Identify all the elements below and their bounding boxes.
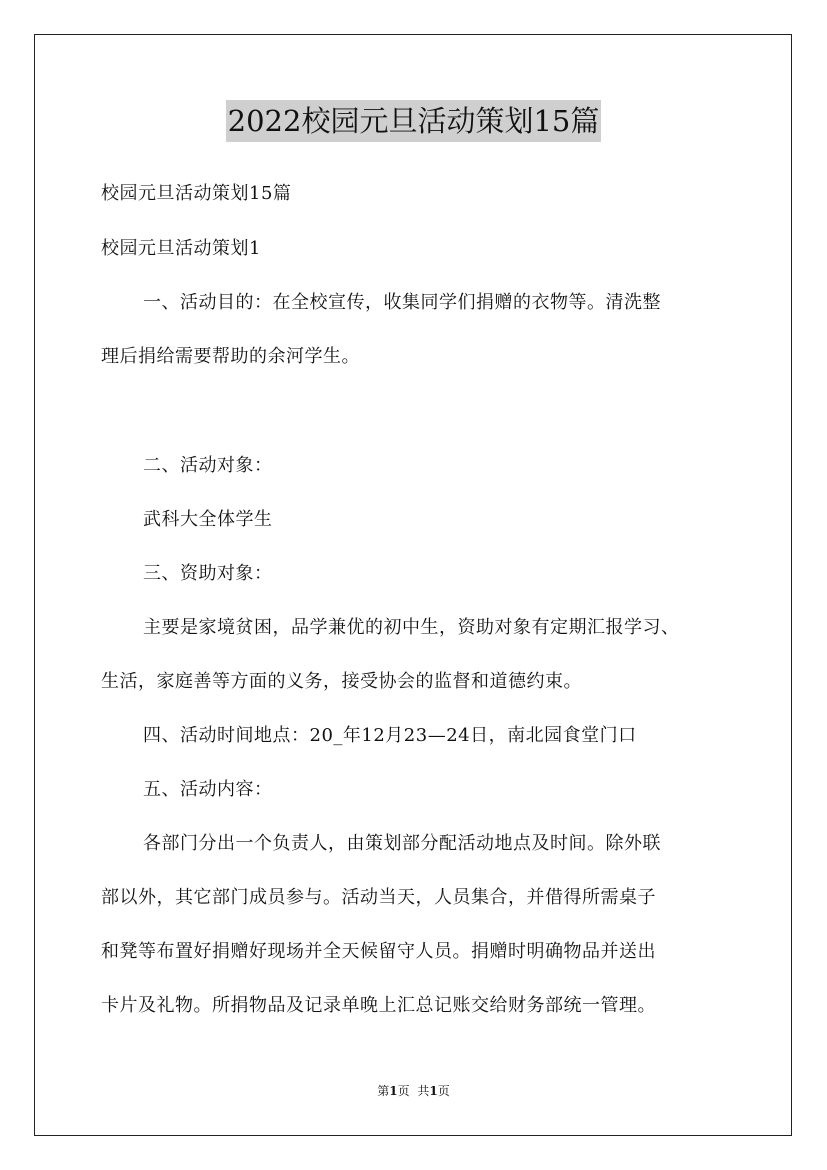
section-heading: 校园元旦活动策划1 bbox=[101, 238, 261, 259]
paragraph-line: 二、活动对象： bbox=[143, 455, 273, 476]
paragraph-line: 卡片及礼物。所捐物品及记录单晚上汇总记账交给财务部统一管理。 bbox=[101, 995, 656, 1016]
document-title: 2022校园元旦活动策划15篇 bbox=[226, 100, 602, 142]
document-subtitle: 校园元旦活动策划15篇 bbox=[101, 183, 292, 204]
paragraph-line: 各部门分出一个负责人，由策划部分配活动地点及时间。除外联 bbox=[143, 833, 661, 854]
page-prefix: 第 bbox=[377, 1084, 390, 1098]
total-suffix: 页 bbox=[437, 1084, 450, 1098]
paragraph-line: 生活，家庭善等方面的义务，接受协会的监督和道德约束。 bbox=[101, 671, 582, 692]
paragraph-line: 三、资助对象： bbox=[143, 563, 273, 584]
total-prefix: 共 bbox=[417, 1084, 430, 1098]
page-suffix: 页 bbox=[397, 1084, 410, 1098]
paragraph-line: 部以外，其它部门成员参与。活动当天，人员集合，并借得所需桌子 bbox=[101, 887, 656, 908]
page-current: 1 bbox=[389, 1084, 398, 1098]
page-footer bbox=[0, 1083, 827, 1099]
paragraph-line: 武科大全体学生 bbox=[143, 509, 273, 530]
paragraph-line: 五、活动内容： bbox=[143, 779, 273, 800]
paragraph-line: 一、活动目的：在全校宣传，收集同学们捐赠的衣物等。清洗整 bbox=[143, 292, 661, 313]
paragraph-line: 主要是家境贫困，品学兼优的初中生，资助对象有定期汇报学习、 bbox=[143, 617, 680, 638]
paragraph-line: 和凳等布置好捐赠好现场并全天候留守人员。捐赠时明确物品并送出 bbox=[101, 941, 656, 962]
page-total: 1 bbox=[429, 1084, 438, 1098]
paragraph-line: 四、活动时间地点：20_年12月23—24日，南北园食堂门口 bbox=[143, 725, 637, 746]
paragraph-line: 理后捐给需要帮助的余河学生。 bbox=[101, 346, 360, 367]
title-container bbox=[0, 100, 827, 142]
